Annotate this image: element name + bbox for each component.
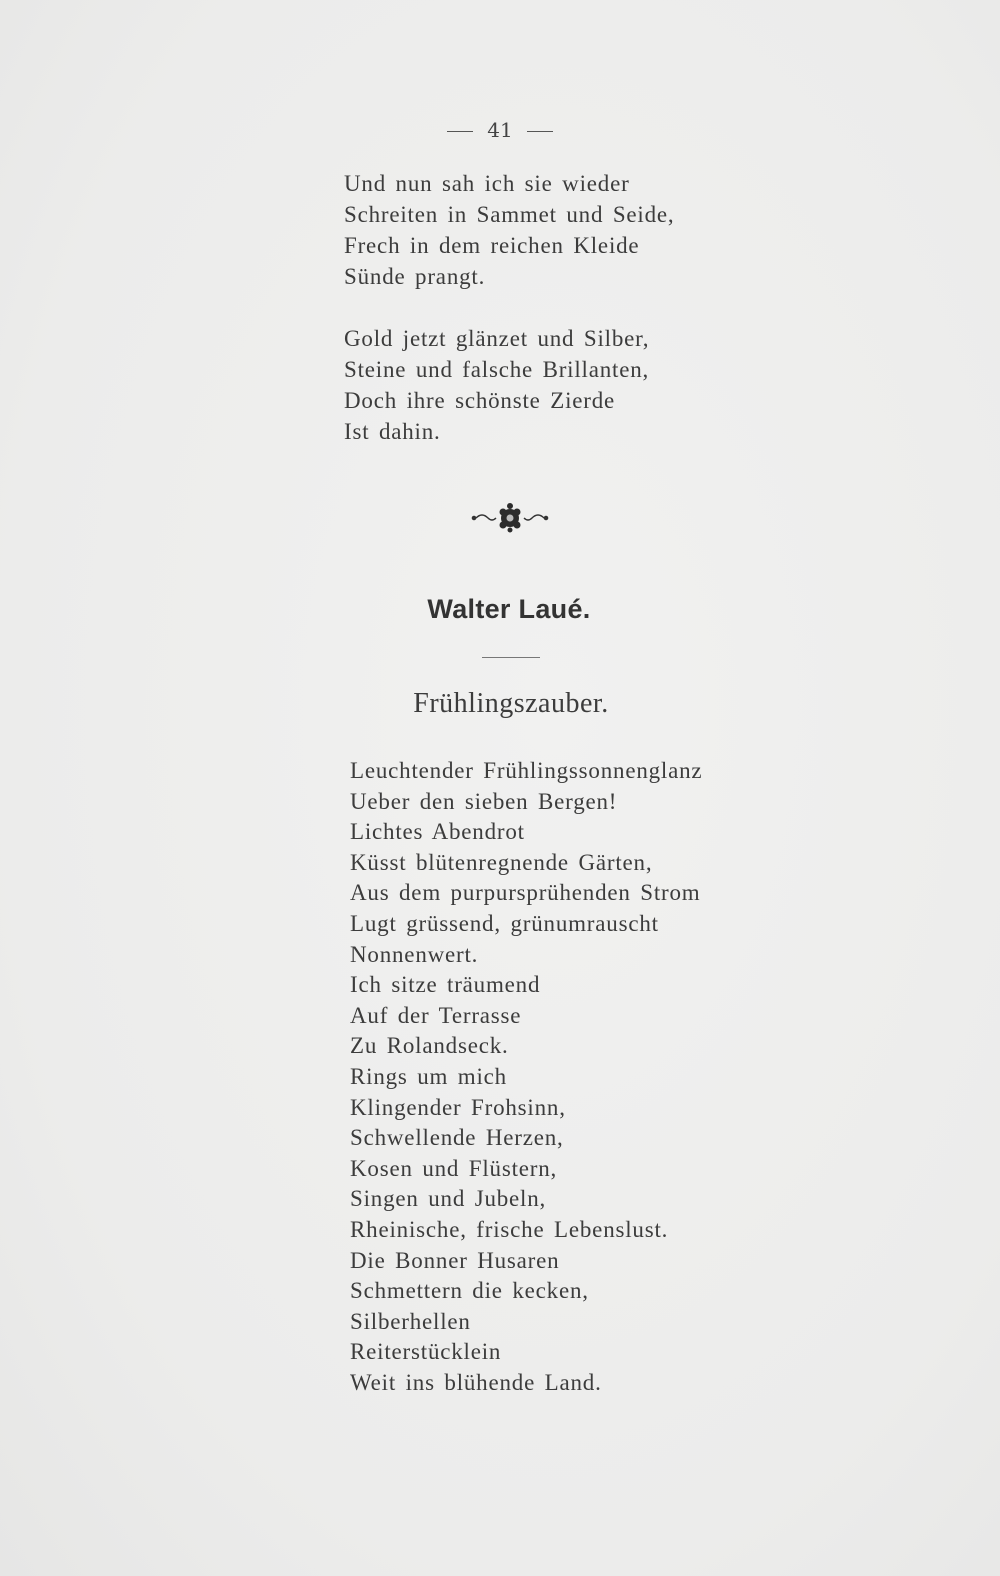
verse-line: Ich sitze träumend — [350, 972, 541, 998]
verse-line: Ueber den sieben Bergen! — [350, 788, 618, 814]
verse-line: Sünde prangt. — [344, 264, 486, 289]
verse-line: Doch ihre schönste Zierde — [344, 388, 616, 413]
verse-line: Die Bonner Husaren — [350, 1247, 560, 1273]
verse-line: Rings um mich — [350, 1063, 507, 1089]
verse-line: Schreiten in Sammet und Seide, — [344, 202, 675, 227]
page-number: 41 — [487, 118, 513, 142]
poem-title: Frühlingszauber. — [413, 688, 609, 719]
verse-line: Und nun sah ich sie wieder — [344, 171, 630, 196]
verse-line: Schmettern die kecken, — [350, 1278, 589, 1304]
left-dash-ornament — [447, 131, 473, 132]
verse-line: Aus dem purpursprühenden Strom — [350, 880, 701, 906]
poem-body — [350, 756, 702, 1398]
verse-line: Küsst blütenregnende Gärten, — [350, 849, 653, 875]
verse-line: Singen und Jubeln, — [350, 1186, 547, 1212]
verse-line: Rheinische, frische Lebenslust. — [350, 1216, 669, 1242]
verse-line: Leuchtender Frühlingssonnenglanz — [350, 758, 703, 783]
verse-line: Silberhellen — [350, 1308, 471, 1334]
verse-line: Frech in dem reichen Kleide — [344, 233, 640, 258]
page-number-header — [0, 118, 1000, 142]
divider-rule — [482, 657, 540, 658]
stanza-2 — [344, 323, 649, 447]
verse-line: Auf der Terrasse — [350, 1002, 522, 1028]
stanza-1 — [344, 168, 674, 292]
verse-line: Steine und falsche Brillanten, — [344, 357, 650, 382]
author-heading: Walter Laué. — [427, 594, 591, 624]
verse-line: Lugt grüssend, grünumrauscht — [350, 910, 659, 936]
verse-line: Lichtes Abendrot — [350, 819, 525, 845]
verse-line: Nonnenwert. — [350, 941, 479, 967]
verse-line: Ist dahin. — [344, 419, 441, 444]
verse-line: Gold jetzt glänzet und Silber, — [344, 326, 650, 351]
verse-line: Schwellende Herzen, — [350, 1125, 564, 1151]
verse-line: Reiterstücklein — [350, 1339, 502, 1365]
verse-line: Klingender Frohsinn, — [350, 1094, 566, 1120]
floral-ornament-icon — [470, 498, 550, 538]
verse-line: Weit ins blühende Land. — [350, 1369, 602, 1395]
right-dash-ornament — [527, 131, 553, 132]
verse-line: Kosen und Flüstern, — [350, 1155, 558, 1181]
verse-line: Zu Rolandseck. — [350, 1033, 509, 1059]
